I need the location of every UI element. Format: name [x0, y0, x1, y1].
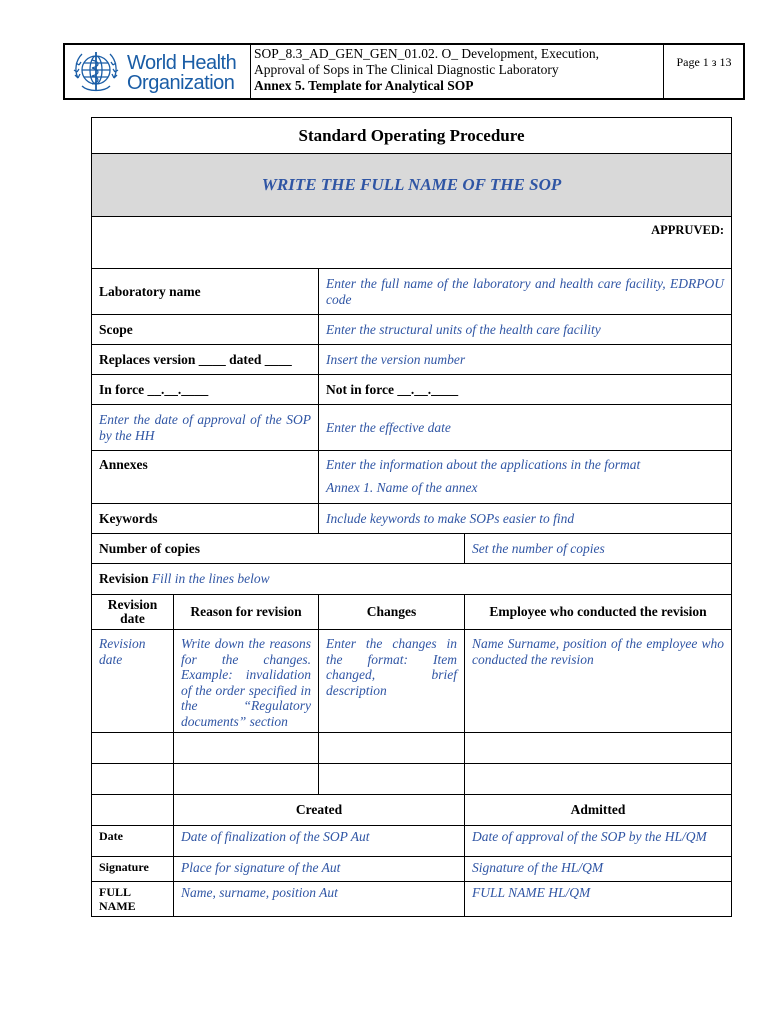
empty-cell[interactable]: [92, 733, 174, 764]
annexes-label: Annexes: [92, 451, 319, 504]
page-number: Page 1 з 13: [676, 55, 732, 69]
document-header: [63, 43, 745, 100]
employee-cell[interactable]: Name Surname, position of the employee who conducted the revision: [465, 630, 732, 733]
logo-line-2: Organization: [127, 72, 235, 94]
admitted-header: Admitted: [465, 795, 732, 826]
not-in-force-label: Not in force __.__.____: [319, 375, 732, 405]
empty-cell[interactable]: [174, 764, 319, 795]
empty-cell[interactable]: [465, 733, 732, 764]
changes-cell[interactable]: Enter the changes in the format: Item changed, brief description: [319, 630, 465, 733]
empty-cell[interactable]: [465, 764, 732, 795]
keywords-label: Keywords: [92, 504, 319, 534]
sop-heading: Standard Operating Procedure: [92, 118, 732, 154]
empty-cell[interactable]: [319, 764, 465, 795]
changes-header: Changes: [319, 595, 465, 630]
title-line-3: Annex 5. Template for Analytical SOP: [254, 78, 474, 93]
date-label: Date: [92, 826, 174, 857]
replaces-label: Replaces version ____ dated ____: [92, 345, 319, 375]
lab-name-field[interactable]: Enter the full name of the laboratory and health care facility, EDRPOU code: [319, 269, 732, 315]
reason-header: Reason for revision: [174, 595, 319, 630]
who-emblem-icon: [70, 48, 122, 96]
reason-cell[interactable]: Write down the reasons for the changes. Example: invalidation of the order specified in the “Regulatory documents” section: [174, 630, 319, 733]
empty-cell[interactable]: [174, 733, 319, 764]
copies-field[interactable]: Set the number of copies: [465, 534, 732, 564]
signature-label: Signature: [92, 857, 174, 882]
logo-line-1: World Health: [127, 52, 237, 74]
title-line-1: SOP_8.3_AD_GEN_GEN_01.02. O_ Development, Execution,: [254, 46, 599, 61]
full-name-label: FULL NAME: [92, 882, 174, 917]
copies-label: Number of copies: [92, 534, 465, 564]
keywords-field[interactable]: Include keywords to make SOPs easier to find: [319, 504, 732, 534]
document-title: [251, 45, 664, 98]
approved-label: APPRUVED:: [92, 217, 732, 269]
admitted-name-field[interactable]: FULL NAME HL/QM: [465, 882, 732, 917]
approval-date-field[interactable]: Enter the date of approval of the SOP by the HH: [92, 405, 319, 451]
employee-header: Employee who conducted the revision: [465, 595, 732, 630]
revision-label: Revision: [99, 571, 149, 587]
empty-cell[interactable]: [319, 733, 465, 764]
lab-name-label: Laboratory name: [92, 269, 319, 315]
in-force-label: In force __.__.____: [92, 375, 319, 405]
title-line-2: Approval of Sops in The Clinical Diagnostic Laboratory: [254, 62, 559, 77]
revision-date-header: Revision date: [92, 595, 174, 630]
annexes-line-2: Annex 1. Name of the annex: [326, 479, 478, 495]
who-logo: [65, 45, 251, 98]
effective-date-field[interactable]: Enter the effective date: [319, 405, 732, 451]
created-header: Created: [174, 795, 465, 826]
empty-cell: [92, 795, 174, 826]
annexes-field[interactable]: [319, 451, 732, 504]
created-name-field[interactable]: Name, surname, position Aut: [174, 882, 465, 917]
sop-form-table: [91, 117, 732, 917]
scope-field[interactable]: Enter the structural units of the health care facility: [319, 315, 732, 345]
sop-name-field[interactable]: WRITE THE FULL NAME OF THE SOP: [92, 154, 732, 217]
admitted-signature-field[interactable]: Signature of the HL/QM: [465, 857, 732, 882]
revision-date-cell[interactable]: Revision date: [92, 630, 174, 733]
revision-row: [92, 564, 732, 595]
version-field[interactable]: Insert the version number: [319, 345, 732, 375]
admitted-date-field[interactable]: Date of approval of the SOP by the HL/QM: [465, 826, 732, 857]
annexes-line-1: Enter the information about the applications in the format: [326, 457, 641, 472]
created-signature-field[interactable]: Place for signature of the Aut: [174, 857, 465, 882]
scope-label: Scope: [92, 315, 319, 345]
revision-hint: Fill in the lines below: [148, 571, 270, 587]
empty-cell[interactable]: [92, 764, 174, 795]
created-date-field[interactable]: Date of finalization of the SOP Aut: [174, 826, 465, 857]
